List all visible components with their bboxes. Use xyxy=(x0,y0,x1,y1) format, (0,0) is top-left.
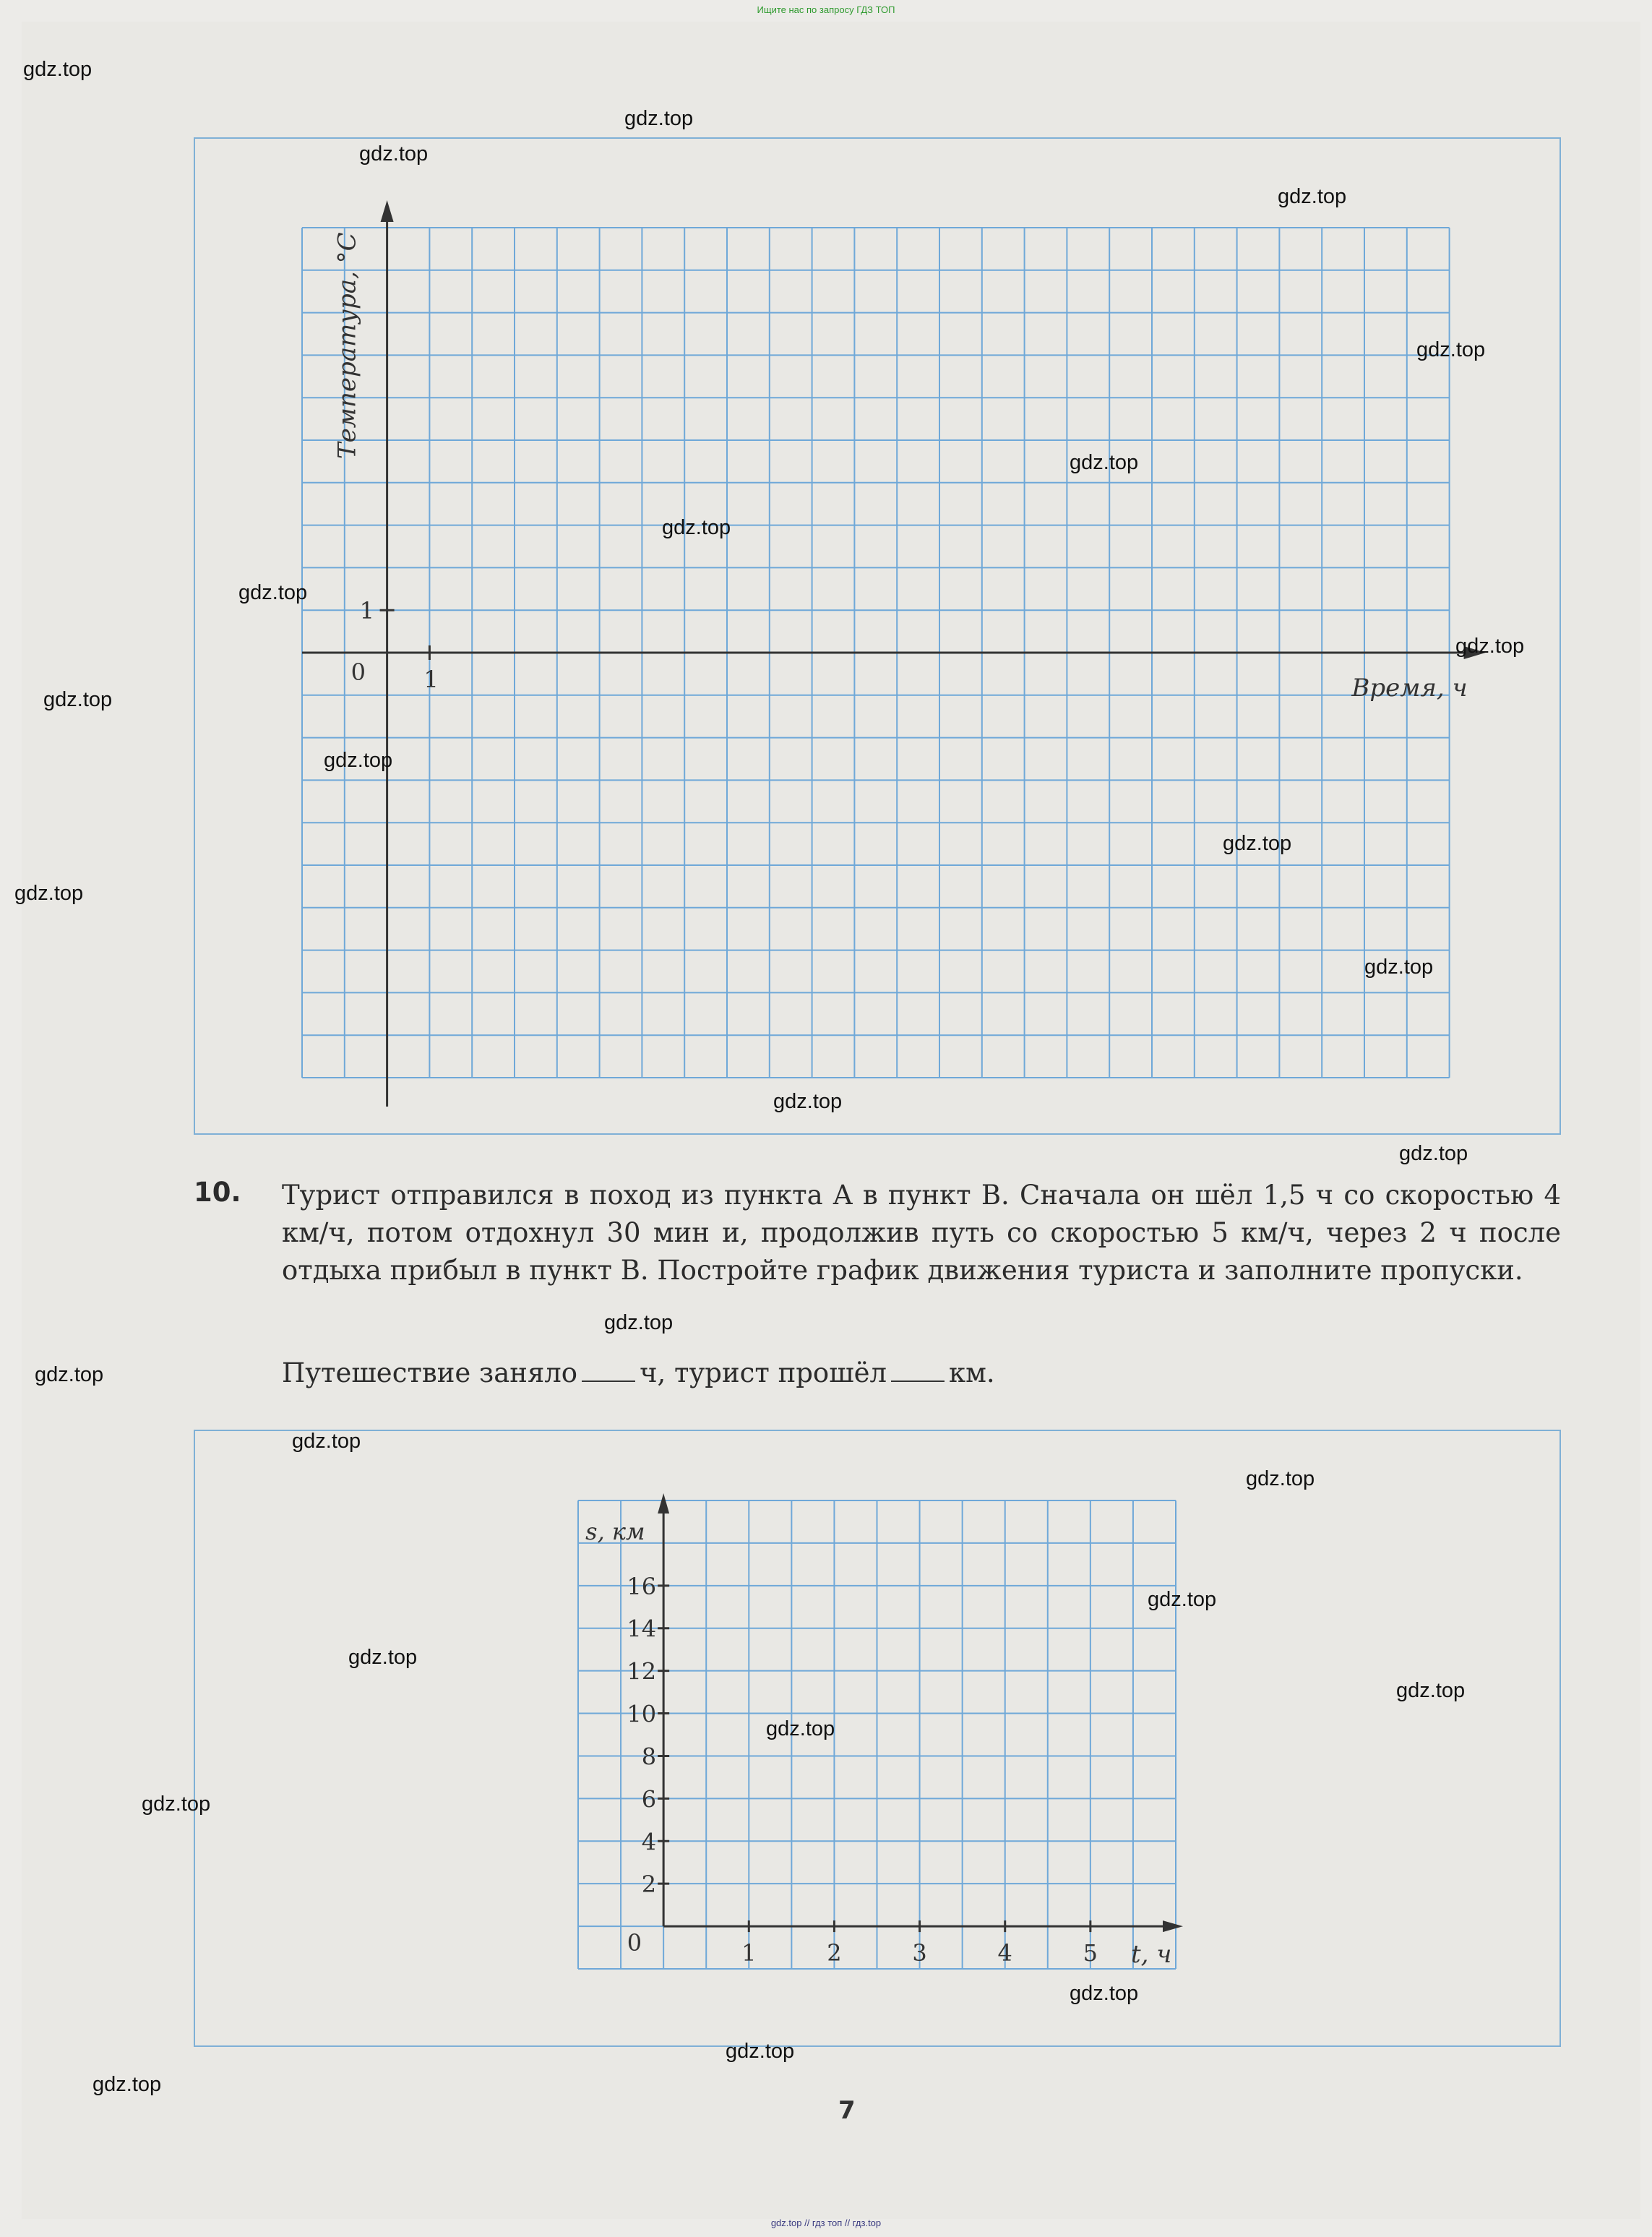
watermark: gdz.top xyxy=(624,107,694,130)
x-tick-label: 5 xyxy=(1083,1939,1098,1967)
watermark: gdz.top xyxy=(1399,1142,1468,1165)
y-tick-label: 1 xyxy=(359,597,374,625)
watermark: gdz.top xyxy=(662,516,731,539)
x-tick-label: 4 xyxy=(997,1939,1012,1967)
top-banner: Ищите нас по запросу ГДЗ ТОП xyxy=(757,4,895,15)
y-tick-label: 16 xyxy=(627,1572,657,1600)
y-tick-label: 2 xyxy=(641,1871,657,1899)
origin-label: 0 xyxy=(627,1929,642,1957)
x-tick-label: 2 xyxy=(827,1939,842,1967)
y-tick-label: 12 xyxy=(627,1657,657,1686)
y-axis-label: s, км xyxy=(585,1518,645,1545)
answer-text-2: ч, турист прошёл xyxy=(640,1357,887,1388)
watermark: gdz.top xyxy=(1070,1982,1139,2005)
y-tick-label: 14 xyxy=(627,1615,657,1643)
problem-text: Турист отправился в поход из пункта A в пункт B. Сначала он шёл 1,5 ч со скоростью 4 км/ч, потом отдохнул 30 мин и, продолжив путь со скоростью 5 км/ч, через 2 ч после отдыха прибыл в пункт B. Постройте график движения туриста и заполните пропуски. xyxy=(282,1180,1561,1286)
watermark: gdz.top xyxy=(1148,1588,1217,1611)
watermark: gdz.top xyxy=(1223,832,1292,855)
y-tick-label: 10 xyxy=(627,1700,657,1728)
watermark: gdz.top xyxy=(1396,1679,1466,1702)
x-axis-arrow xyxy=(1163,1920,1183,1932)
watermark: gdz.top xyxy=(1278,185,1347,208)
watermark: gdz.top xyxy=(1246,1467,1315,1490)
watermark: gdz.top xyxy=(324,749,393,772)
x-axis-label: Время, ч xyxy=(1351,674,1468,703)
answer-text-1: Путешествие заняло xyxy=(282,1357,578,1388)
page-number: 7 xyxy=(838,2096,856,2125)
watermark: gdz.top xyxy=(142,1792,211,1816)
y-axis-arrow xyxy=(658,1493,669,1513)
watermark: gdz.top xyxy=(1070,451,1139,474)
origin-label: 0 xyxy=(350,658,366,686)
watermark: gdz.top xyxy=(766,1717,835,1740)
y-tick-label: 8 xyxy=(641,1743,657,1771)
y-tick-label: 4 xyxy=(641,1828,657,1856)
watermark: gdz.top xyxy=(35,1363,104,1386)
watermark: gdz.top xyxy=(726,2040,795,2063)
bottom-banner: gdz.top // гдз топ // гдз.top xyxy=(770,2217,882,2228)
watermark: gdz.top xyxy=(773,1090,843,1113)
watermark: gdz.top xyxy=(23,58,93,81)
watermark: gdz.top xyxy=(348,1646,418,1669)
problem-number: 10. xyxy=(194,1177,241,1208)
x-tick-label: 1 xyxy=(741,1939,757,1967)
y-axis-label: Температура, °С xyxy=(332,232,362,459)
watermark: gdz.top xyxy=(43,688,113,711)
y-tick-label: 6 xyxy=(641,1785,657,1813)
watermark: gdz.top xyxy=(1416,338,1486,361)
answer-text-3: км. xyxy=(949,1357,995,1388)
x-axis-label: t, ч xyxy=(1131,1940,1172,1970)
watermark: gdz.top xyxy=(1455,635,1525,658)
watermark: gdz.top xyxy=(292,1430,361,1453)
watermark: gdz.top xyxy=(1364,956,1434,979)
watermark: gdz.top xyxy=(238,581,308,604)
watermark: gdz.top xyxy=(14,882,84,905)
x-tick-label: 3 xyxy=(912,1939,927,1967)
watermark: gdz.top xyxy=(604,1311,674,1334)
watermark: gdz.top xyxy=(359,142,429,166)
x-tick-label: 1 xyxy=(423,666,439,693)
watermark: gdz.top xyxy=(93,2073,162,2096)
